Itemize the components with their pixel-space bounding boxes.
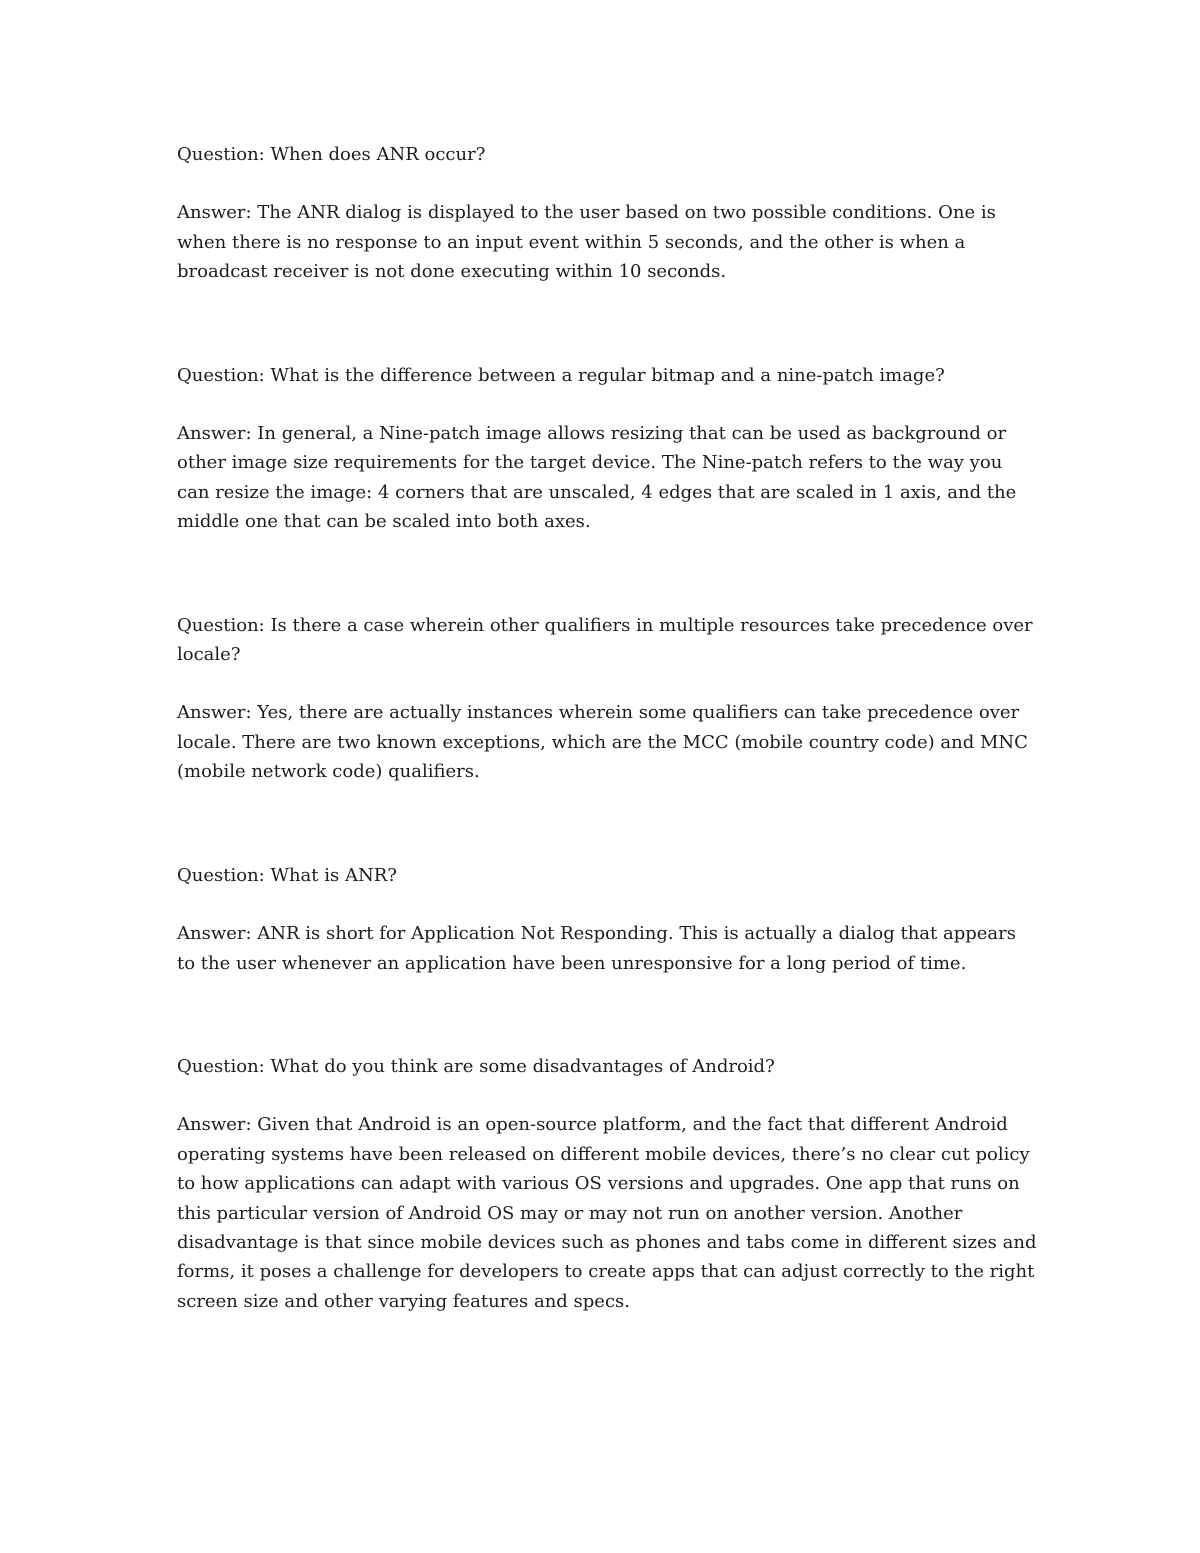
question-text: Question: What is ANR? bbox=[177, 864, 397, 886]
qa-block bbox=[177, 140, 1037, 287]
question-text: Question: Is there a case wherein other qualifiers in multiple resources take precedence over locale? bbox=[177, 614, 1033, 666]
answer-text: Answer: Yes, there are actually instances wherein some qualifiers can take precedence over locale. There are two known exceptions, which are the MCC (mobile country code) and MNC (mobile network code) qualifiers. bbox=[177, 702, 1028, 783]
question-text: Question: What is the difference between a regular bitmap and a nine-patch image? bbox=[177, 364, 945, 386]
qa-block bbox=[177, 611, 1037, 787]
question-text: Question: When does ANR occur? bbox=[177, 144, 486, 165]
answer-text: Answer: Given that Android is an open-source platform, and the fact that different Android operating systems have been released on different mobile devices, there’s no clear cut policy to how applications can adapt with various OS versions and upgrades. One app that runs on this particular version of Android OS may or may not run on another version. Another disadvantage is that since mobile devices such as phones and tabs come in different sizes and forms, it poses a challenge for developers to create apps that can adjust correctly to the right screen size and other varying features and specs. bbox=[177, 1114, 1037, 1312]
question-text: Question: What do you think are some disadvantages of Android? bbox=[177, 1055, 775, 1077]
qa-block bbox=[177, 361, 1037, 537]
qa-block bbox=[177, 861, 1037, 978]
answer-text: Answer: The ANR dialog is displayed to the user based on two possible conditions. One is when there is no response to an input event within 5 seconds, and the other is when a broadcast receiver is not done executing within 10 seconds. bbox=[177, 202, 996, 283]
answer-text: Answer: In general, a Nine-patch image allows resizing that can be used as background or other image size requirements for the target device. The Nine-patch refers to the way you can resize the image: 4 corners that are unscaled, 4 edges that are scaled in 1 axis, and the middle one that can be scaled into both axes. bbox=[177, 423, 1017, 533]
qa-block bbox=[177, 1052, 1037, 1316]
document-body bbox=[177, 140, 1037, 1316]
answer-text: Answer: ANR is short for Application Not Responding. This is actually a dialog that appears to the user whenever an application have been unresponsive for a long period of time. bbox=[177, 923, 1016, 974]
